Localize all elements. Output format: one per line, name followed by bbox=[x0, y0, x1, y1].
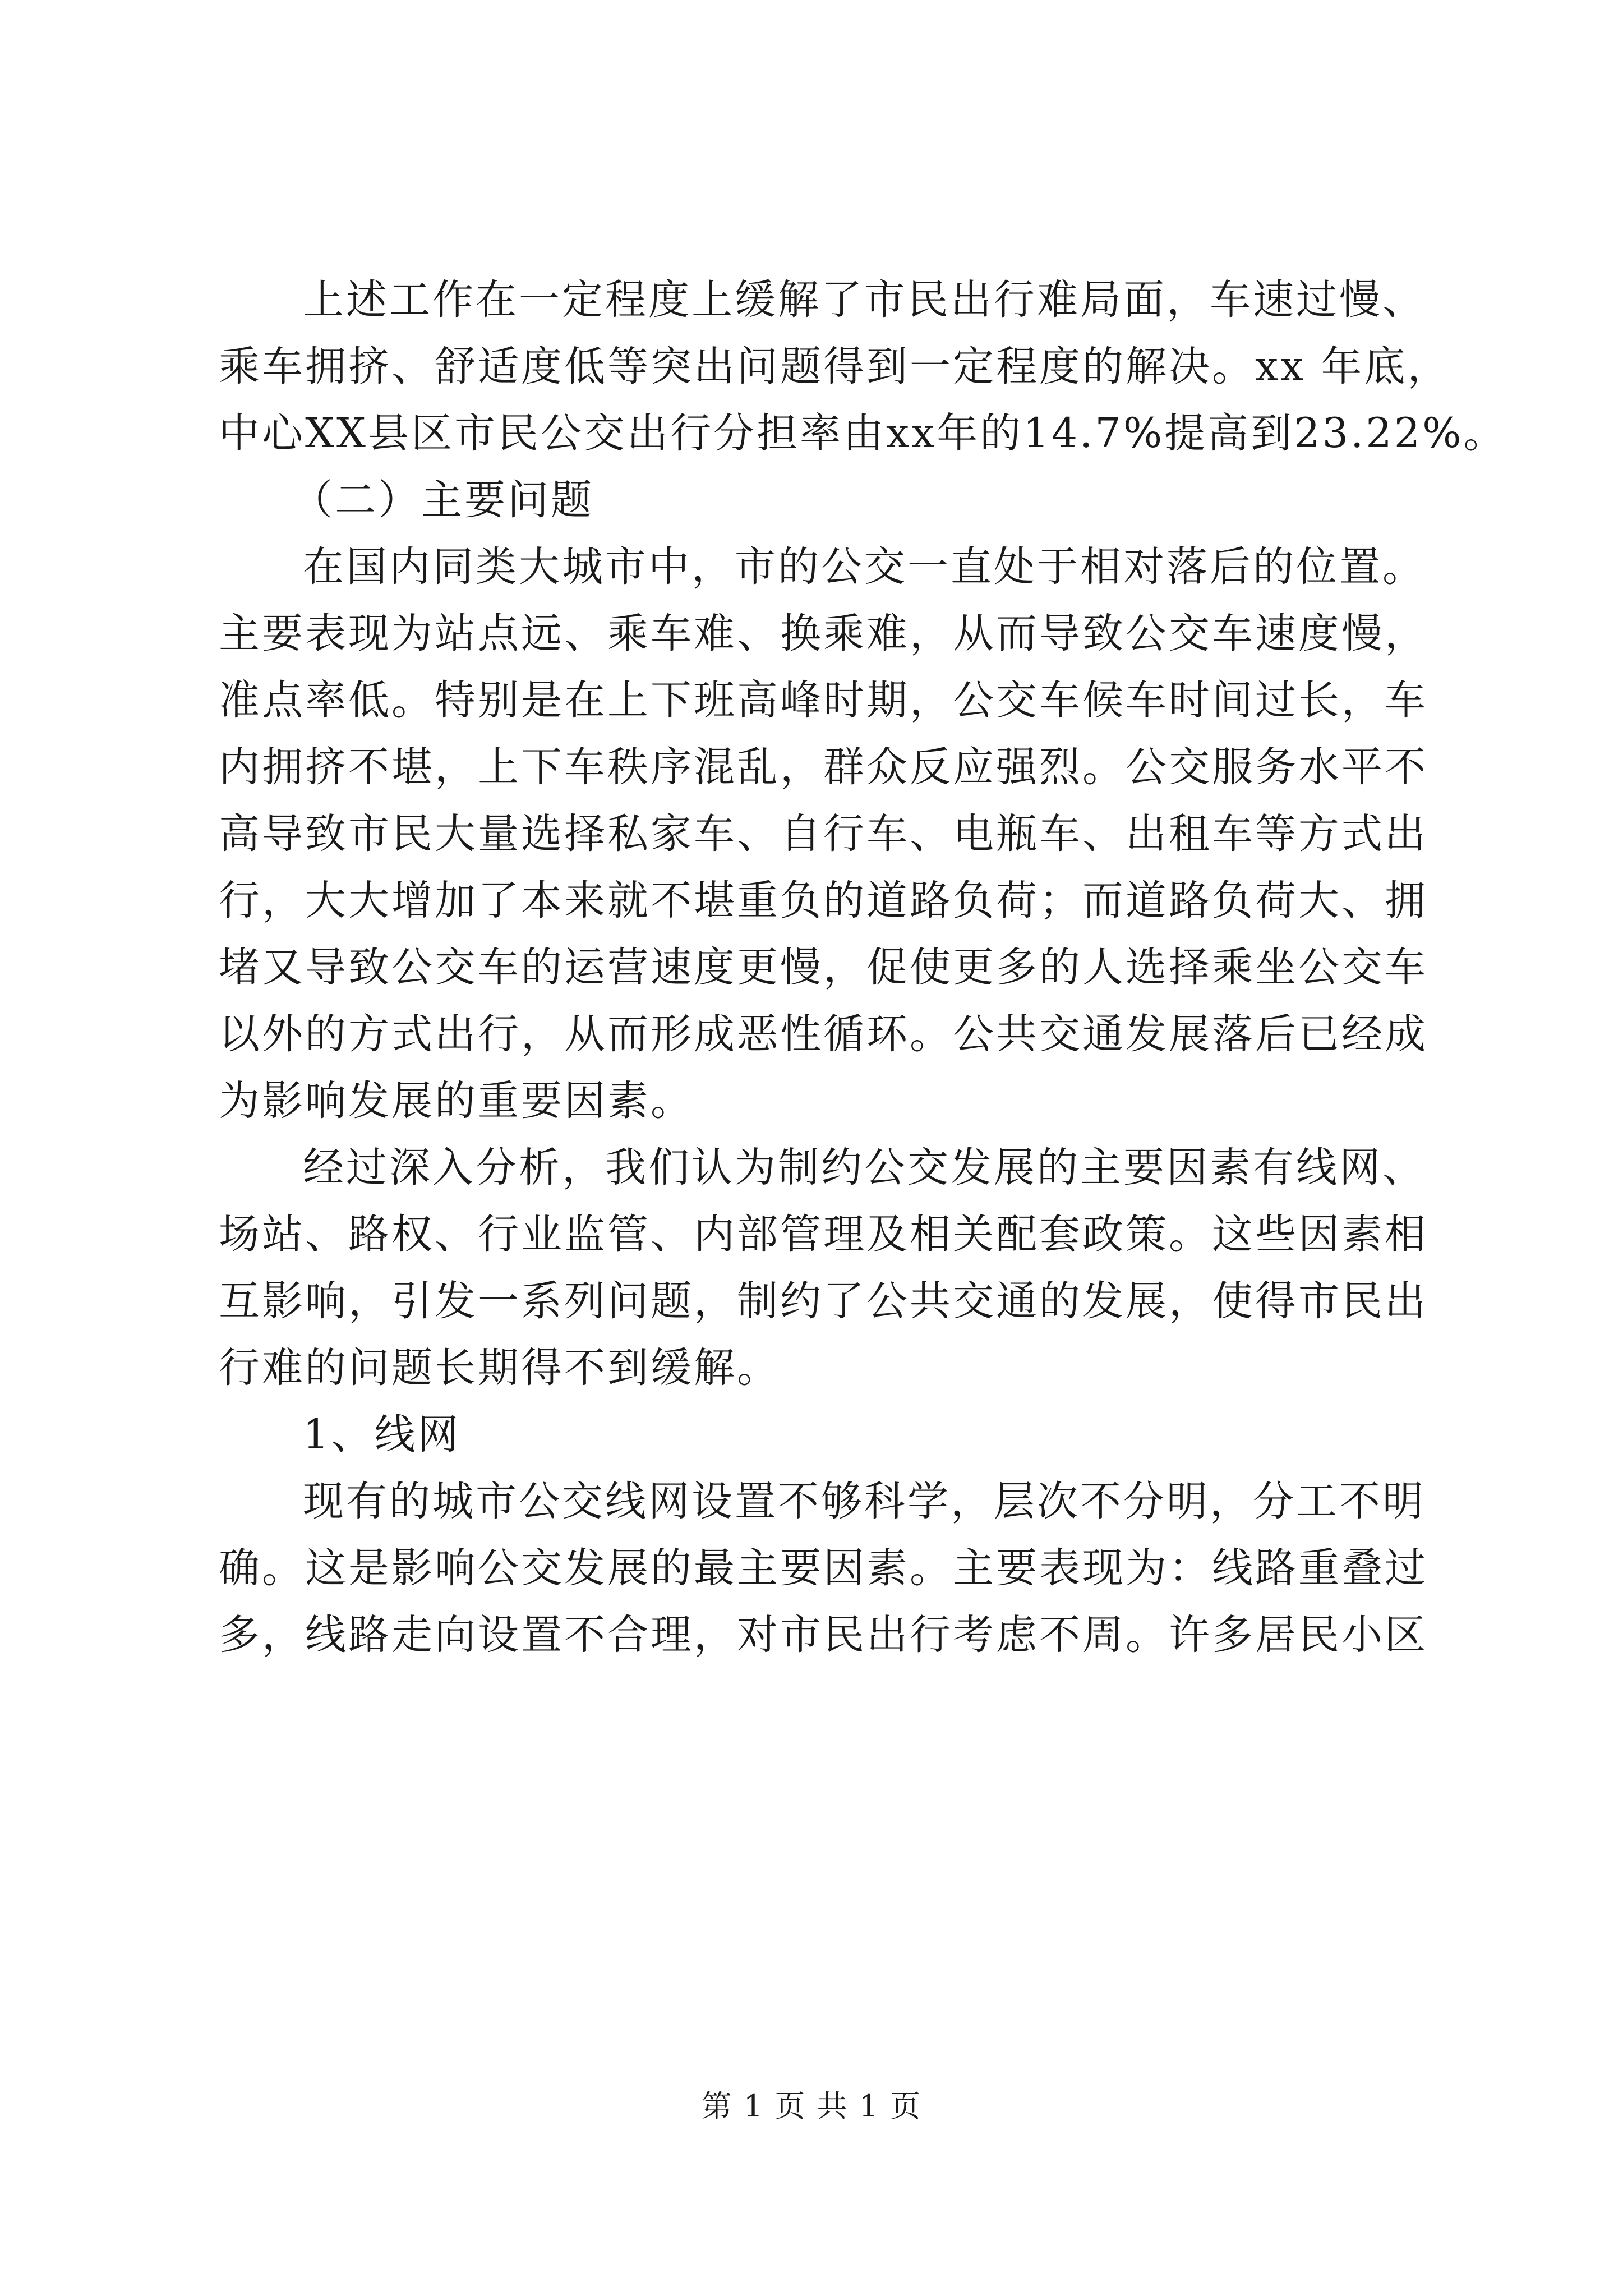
section-heading: （二）主要问题 bbox=[292, 476, 594, 524]
text-line: 以外的方式出行，从而形成恶性循环。公共交通发展落后已经成 bbox=[219, 1010, 1428, 1058]
text-line: 高导致市民大量选择私家车、自行车、电瓶车、出租车等方式出 bbox=[219, 810, 1428, 858]
text-line: 乘车拥挤、舒适度低等突出问题得到一定程度的解决。xx 年底， bbox=[219, 343, 1451, 390]
text-line: 场站、路权、行业监管、内部管理及相关配套政策。这些因素相 bbox=[219, 1211, 1428, 1258]
text-line: 主要表现为站点远、乘车难、换乘难，从而导致公交车速度慢， bbox=[219, 610, 1428, 657]
section-heading: 1、线网 bbox=[303, 1411, 461, 1458]
text-line: 在国内同类大城市中，市的公交一直处于相对落后的位置。 bbox=[303, 543, 1426, 591]
text-line: 确。这是影响公交发展的最主要因素。主要表现为：线路重叠过 bbox=[219, 1544, 1428, 1592]
text-line: 准点率低。特别是在上下班高峰时期，公交车候车时间过长，车 bbox=[219, 677, 1428, 724]
text-line: 中心XX县区市民公交出行分担率由xx年的14.7%提高到23.22%。 bbox=[219, 409, 1507, 457]
text-line: 互影响，引发一系列问题，制约了公共交通的发展，使得市民出 bbox=[219, 1277, 1428, 1325]
text-line: 多，线路走向设置不合理，对市民出行考虑不周。许多居民小区 bbox=[219, 1611, 1428, 1659]
text-line: 上述工作在一定程度上缓解了市民出行难局面，车速过慢、 bbox=[303, 276, 1426, 324]
page-footer: 第 1 页 共 1 页 bbox=[701, 2088, 922, 2124]
text-line: 内拥挤不堪，上下车秩序混乱，群众反应强烈。公交服务水平不 bbox=[219, 743, 1428, 791]
text-line: 行，大大增加了本来就不堪重负的道路负荷；而道路负荷大、拥 bbox=[219, 877, 1428, 924]
text-line: 行难的问题长期得不到缓解。 bbox=[219, 1344, 780, 1392]
text-line: 经过深入分析，我们认为制约公交发展的主要因素有线网、 bbox=[303, 1144, 1426, 1191]
text-line: 现有的城市公交线网设置不够科学，层次不分明，分工不明 bbox=[303, 1478, 1426, 1525]
text-line: 堵又导致公交车的运营速度更慢，促使更多的人选择乘坐公交车 bbox=[219, 944, 1428, 991]
text-line: 为影响发展的重要因素。 bbox=[219, 1077, 694, 1125]
